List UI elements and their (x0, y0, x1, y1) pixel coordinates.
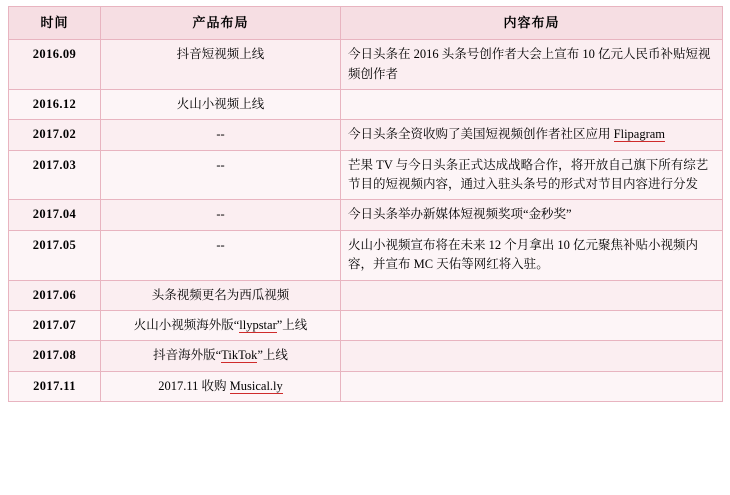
table-row (9, 341, 723, 371)
spellcheck-term: llypstar (239, 317, 277, 332)
timeline-table (8, 6, 723, 402)
cell-time: 2017.03 (9, 150, 101, 200)
cell-time: 2017.11 (9, 371, 101, 401)
cell-content: 芒果 TV 与今日头条正式达成战略合作，将开放自己旗下所有综艺节目的短视频内容，通过入驻头条号的形式对节目内容进行分发 (341, 150, 723, 200)
cell-product: 抖音短视频上线 (101, 40, 341, 90)
cell-product: -- (101, 200, 341, 230)
cell-content (341, 310, 723, 340)
column-header-time: 时间 (9, 7, 101, 40)
cell-content (341, 371, 723, 401)
cell-product: 抖音海外版“TikTok”上线 (101, 341, 341, 371)
cell-content: 今日头条举办新媒体短视频奖项“金秒奖” (341, 200, 723, 230)
table-row (9, 280, 723, 310)
cell-time: 2017.02 (9, 120, 101, 150)
cell-product: -- (101, 230, 341, 280)
column-header-product: 产品布局 (101, 7, 341, 40)
cell-product: 2017.11 收购 Musical.ly (101, 371, 341, 401)
cell-product: 火山小视频海外版“llypstar”上线 (101, 310, 341, 340)
cell-product: 火山小视频上线 (101, 89, 341, 119)
cell-time: 2017.05 (9, 230, 101, 280)
table-body (9, 40, 723, 402)
cell-content: 火山小视频宣布将在未来 12 个月拿出 10 亿元聚焦补贴小视频内容，并宣布 MC 天佑等网红将入驻。 (341, 230, 723, 280)
table-row (9, 371, 723, 401)
table-row (9, 120, 723, 150)
cell-content: 今日头条全资收购了美国短视频创作者社区应用 Flipagram (341, 120, 723, 150)
cell-content (341, 341, 723, 371)
cell-content: 今日头条在 2016 头条号创作者大会上宣布 10 亿元人民币补贴短视频创作者 (341, 40, 723, 90)
column-header-content: 内容布局 (341, 7, 723, 40)
cell-product: 头条视频更名为西瓜视频 (101, 280, 341, 310)
table-row (9, 150, 723, 200)
cell-time: 2017.07 (9, 310, 101, 340)
table-row (9, 200, 723, 230)
cell-time: 2017.04 (9, 200, 101, 230)
cell-product: -- (101, 120, 341, 150)
cell-time: 2017.08 (9, 341, 101, 371)
table-row (9, 310, 723, 340)
table-row (9, 230, 723, 280)
table-row (9, 40, 723, 90)
table-row (9, 89, 723, 119)
cell-time: 2016.12 (9, 89, 101, 119)
cell-content (341, 89, 723, 119)
table-header (9, 7, 723, 40)
table-header-row (9, 7, 723, 40)
cell-time: 2017.06 (9, 280, 101, 310)
cell-product: -- (101, 150, 341, 200)
cell-content (341, 280, 723, 310)
spellcheck-term: Musical.ly (229, 378, 283, 393)
spellcheck-term: Flipagram (613, 127, 666, 142)
spellcheck-term: TikTok (221, 348, 258, 363)
cell-time: 2016.09 (9, 40, 101, 90)
